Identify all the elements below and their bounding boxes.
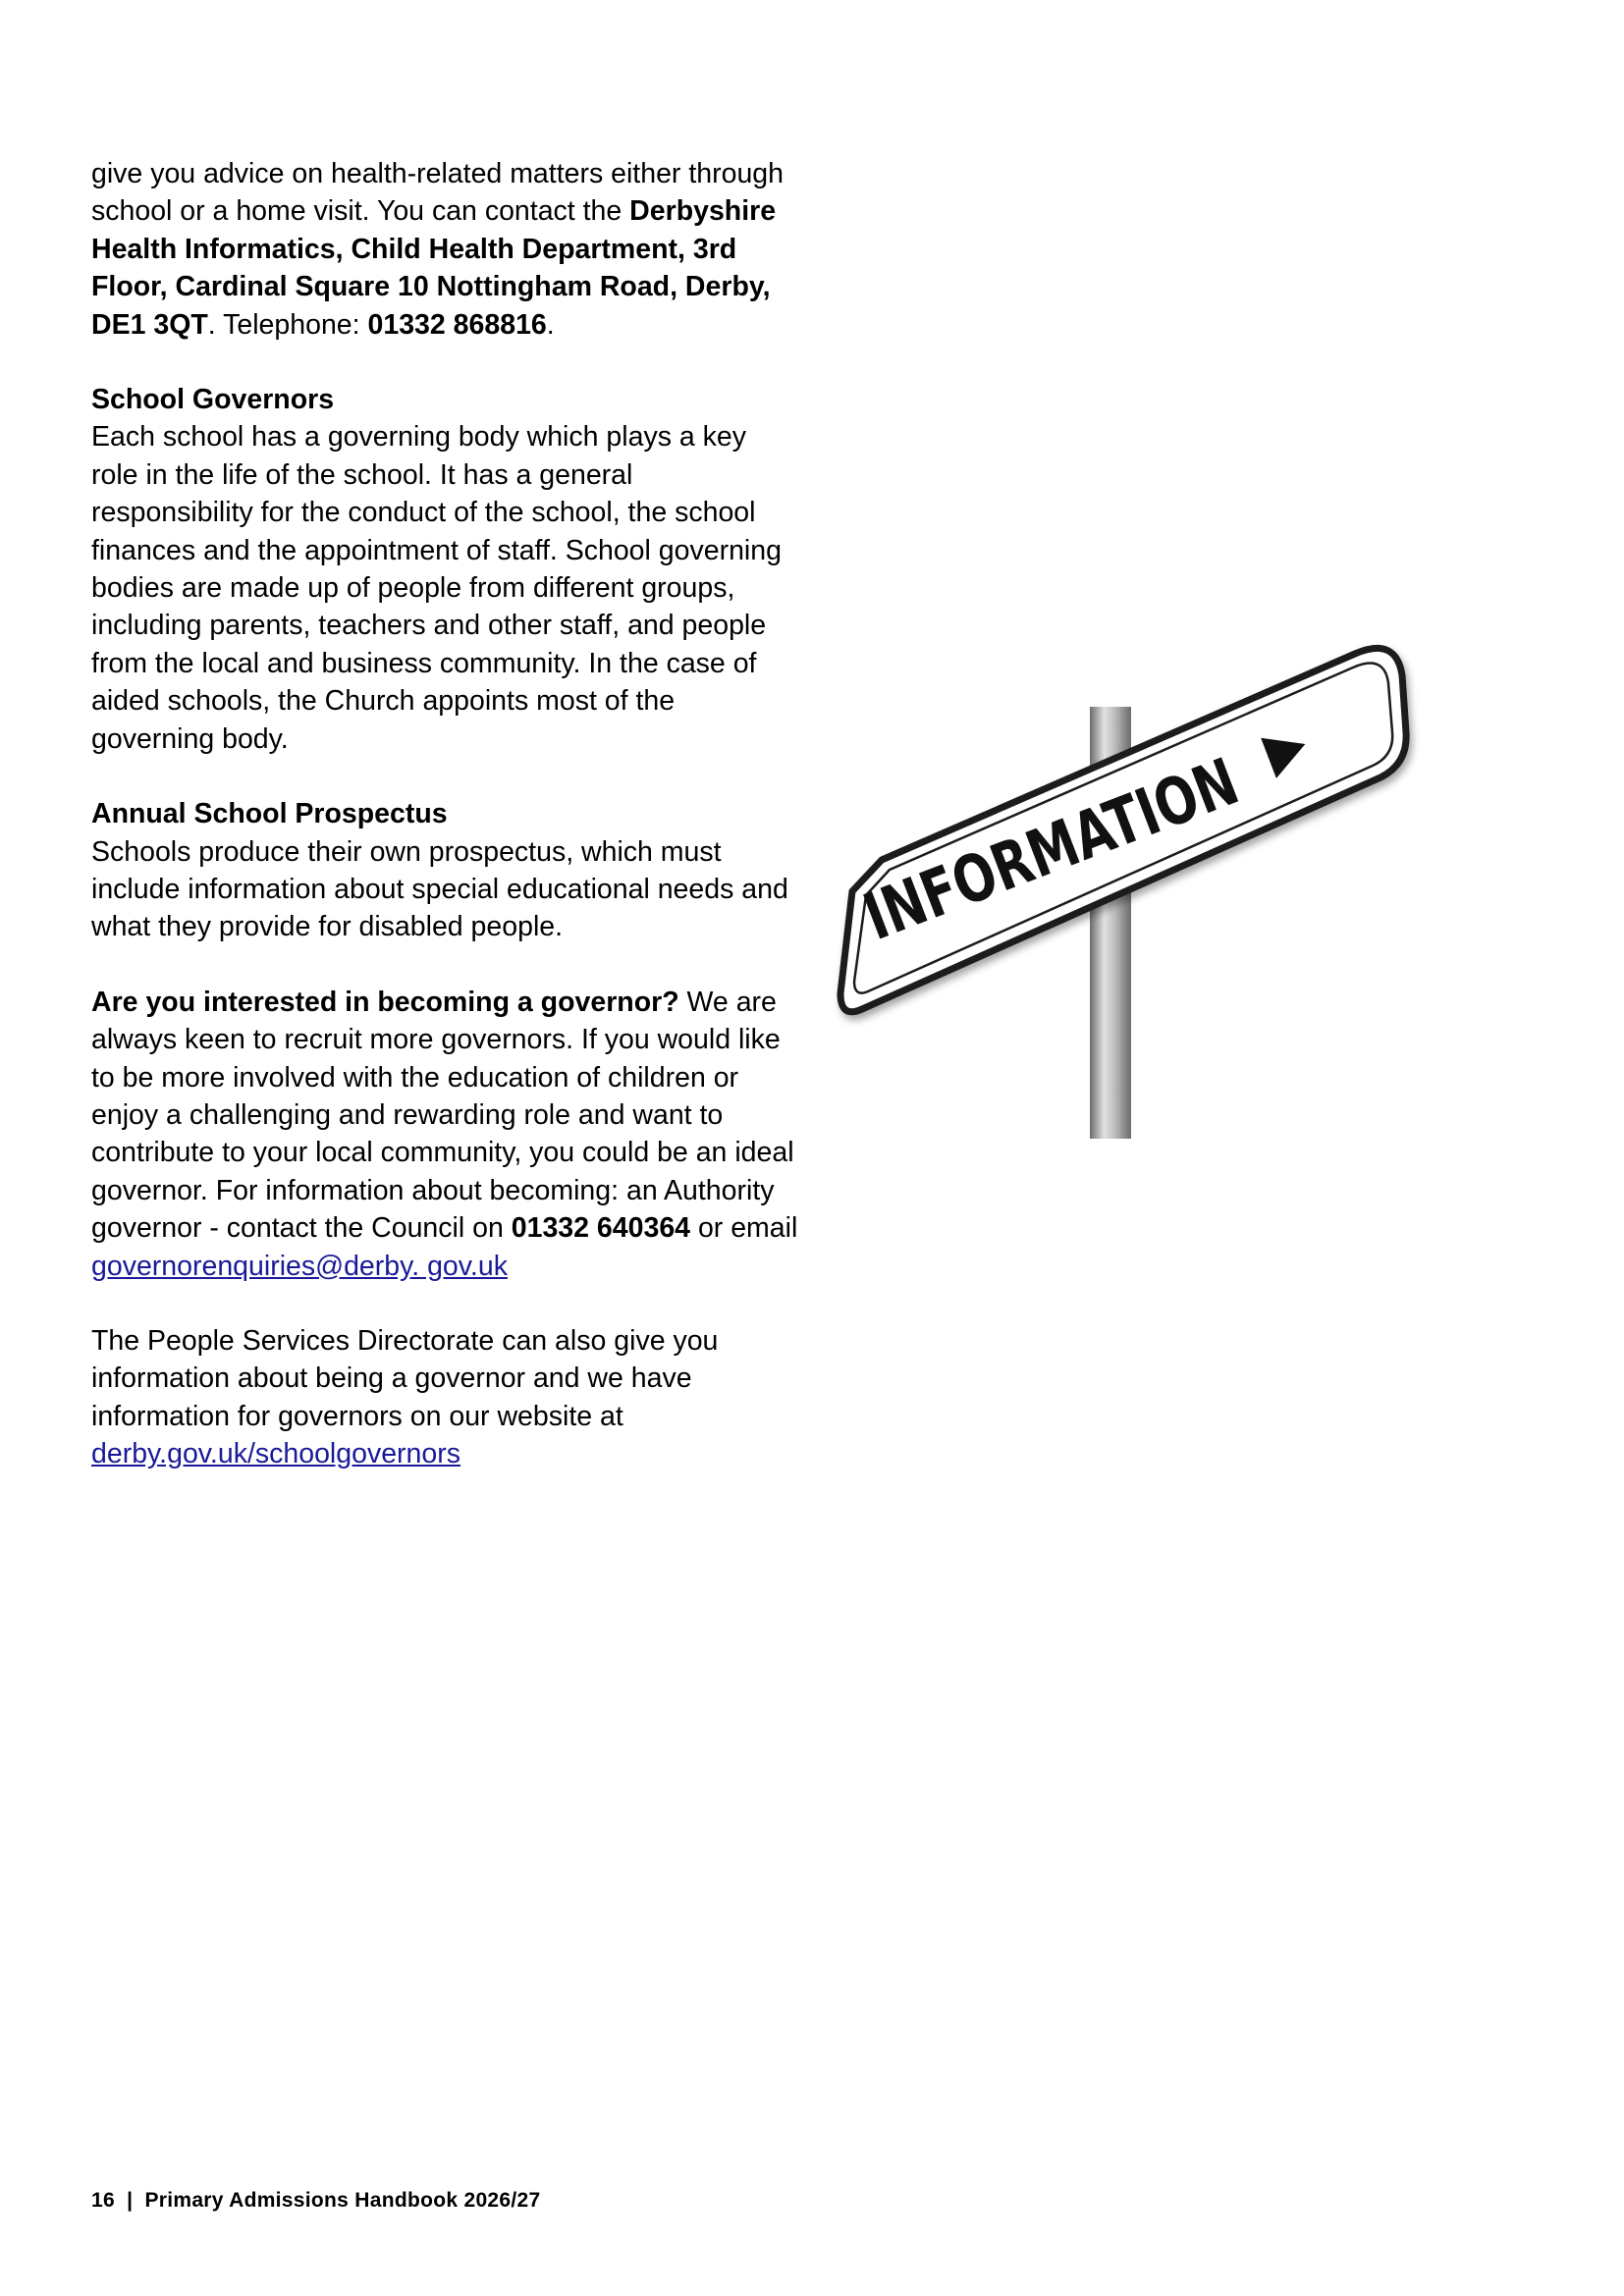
- school-governors-body: Each school has a governing body which plays a key role in the life of the school. It has a general responsibility for the conduct of the school, the school finances and the appointment of staff. School governing bodies are made up of people from different groups, including parents, teachers and other staff, and people from the local and business community. In the case of aided schools, the Church appoints most of the governing body.: [91, 421, 782, 755]
- council-phone: 01332 640364: [511, 1212, 691, 1245]
- health-phone: 01332 868816: [367, 308, 547, 341]
- or-email-text: or email: [690, 1212, 798, 1245]
- health-address: Derbyshire Health Informatics, Child Health Department, 3rd Floor, Cardinal Square 10 Nottingham Road, Derby, DE1 3QT: [91, 195, 777, 341]
- footer-title: Primary Admissions Handbook 2026/27: [144, 2189, 541, 2212]
- main-column: [91, 155, 798, 1511]
- prospectus-heading: Annual School Prospectus: [91, 798, 448, 830]
- become-governor-text: We are always keen to recruit more governors. If you would like to be more involved with the education of children or enjoy a challenging and rewarding role and want to contribute to your local community, you could be an ideal governor. For information about becoming: an Authority governor - contact the Council on: [91, 986, 794, 1245]
- school-governors-heading: School Governors: [91, 384, 335, 416]
- prospectus-body: Schools produce their own prospectus, which must include information about special educational needs and what they provide for disabled people.: [91, 835, 788, 943]
- people-services-text: The People Services Directorate can also give you information about being a governor and we have information for governors on our website at: [91, 1324, 719, 1432]
- people-services-paragraph: [91, 1322, 798, 1473]
- intro-paragraph: [91, 155, 798, 344]
- intro-telephone-label: . Telephone:: [207, 308, 368, 341]
- intro-text: give you advice on health-related matters either through school or a home visit. You can contact the: [91, 158, 784, 228]
- information-sign-image: [835, 638, 1424, 1139]
- become-governor-question: Are you interested in becoming a governor?: [91, 986, 679, 1018]
- sign-label: INFORMATION: [854, 700, 1363, 955]
- become-governor-paragraph: [91, 984, 798, 1285]
- footer-separator: |: [127, 2189, 134, 2212]
- page-footer: [91, 2189, 540, 2213]
- school-governors-website-link[interactable]: derby.gov.uk/schoolgovernors: [91, 1438, 460, 1470]
- governor-email-link[interactable]: governorenquiries@derby. gov.uk: [91, 1250, 508, 1282]
- page-number: 16: [91, 2189, 115, 2212]
- intro-end: .: [546, 308, 555, 341]
